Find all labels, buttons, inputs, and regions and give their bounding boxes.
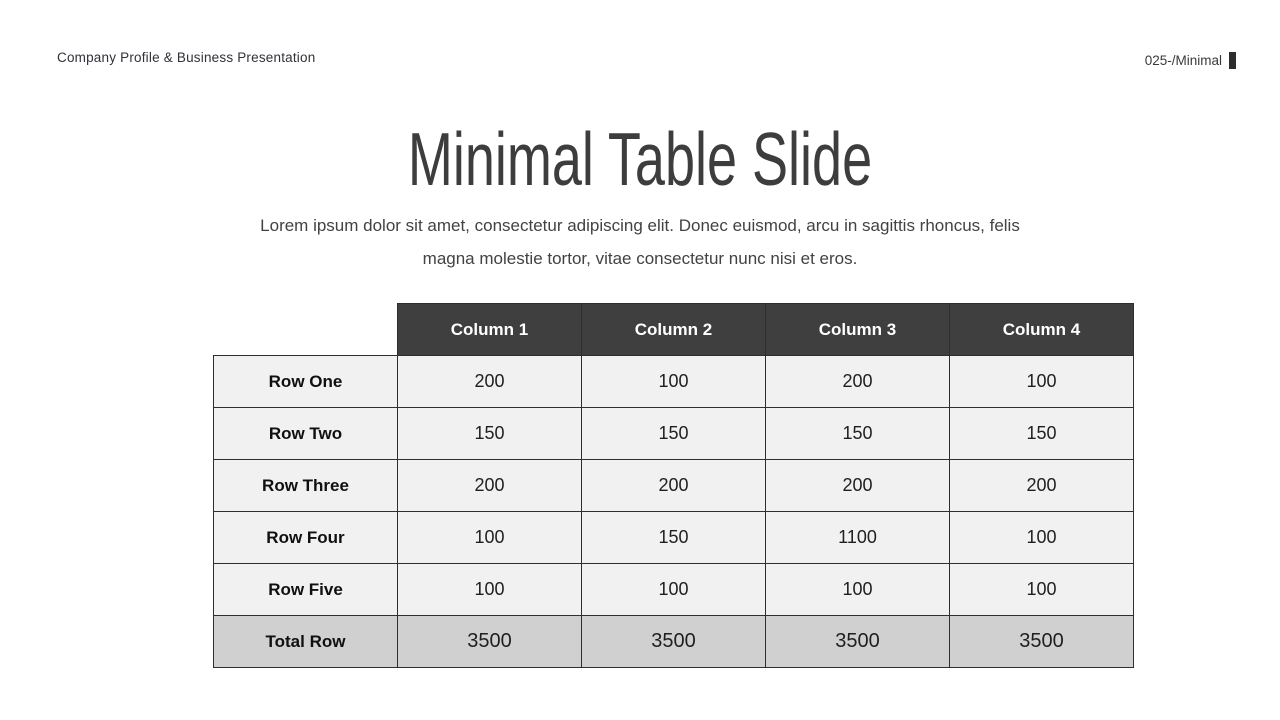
table-cell: 200 bbox=[398, 356, 582, 408]
total-cell: 3500 bbox=[582, 616, 766, 668]
table-cell: 200 bbox=[950, 460, 1134, 512]
slide-subtitle bbox=[0, 209, 1280, 275]
subtitle-line-1: Lorem ipsum dolor sit amet, consectetur adipiscing elit. Donec euismod, arcu in sagittis rhoncus, felis bbox=[260, 216, 1020, 235]
table-cell: 150 bbox=[582, 512, 766, 564]
table-row bbox=[214, 408, 1134, 460]
table-cell: 200 bbox=[398, 460, 582, 512]
table-cell: 100 bbox=[766, 564, 950, 616]
table-row bbox=[214, 460, 1134, 512]
data-table bbox=[213, 303, 1134, 668]
table-cell: 200 bbox=[766, 356, 950, 408]
table-cell: 100 bbox=[398, 564, 582, 616]
table-cell: 100 bbox=[950, 512, 1134, 564]
slide-number-label: 025-/Minimal bbox=[1144, 53, 1222, 68]
row-label: Row Four bbox=[214, 512, 398, 564]
row-label: Row Three bbox=[214, 460, 398, 512]
row-label: Row Two bbox=[214, 408, 398, 460]
table-row bbox=[214, 356, 1134, 408]
table-cell: 150 bbox=[766, 408, 950, 460]
table-cell: 100 bbox=[582, 564, 766, 616]
table-header-row bbox=[214, 304, 1134, 356]
table-cell: 100 bbox=[950, 356, 1134, 408]
row-label: Row One bbox=[214, 356, 398, 408]
table-cell: 1100 bbox=[766, 512, 950, 564]
table-cell: 150 bbox=[398, 408, 582, 460]
total-cell: 3500 bbox=[766, 616, 950, 668]
total-cell: 3500 bbox=[398, 616, 582, 668]
column-header-3: Column 3 bbox=[766, 304, 950, 356]
table-corner-cell bbox=[214, 304, 398, 356]
table-cell: 150 bbox=[950, 408, 1134, 460]
accent-bar-icon bbox=[1229, 52, 1236, 69]
column-header-4: Column 4 bbox=[950, 304, 1134, 356]
page-title: Minimal Table Slide bbox=[407, 117, 873, 201]
table-cell: 200 bbox=[766, 460, 950, 512]
table-cell: 100 bbox=[398, 512, 582, 564]
column-header-1: Column 1 bbox=[398, 304, 582, 356]
table-cell: 200 bbox=[582, 460, 766, 512]
column-header-2: Column 2 bbox=[582, 304, 766, 356]
table-total-row bbox=[214, 616, 1134, 668]
subtitle-line-2: magna molestie tortor, vitae consectetur nunc nisi et eros. bbox=[422, 249, 858, 268]
slide-header-left-label: Company Profile & Business Presentation bbox=[57, 50, 316, 65]
table-cell: 100 bbox=[950, 564, 1134, 616]
slide-header-right bbox=[1145, 52, 1236, 69]
total-cell: 3500 bbox=[950, 616, 1134, 668]
table-row bbox=[214, 564, 1134, 616]
table-cell: 150 bbox=[582, 408, 766, 460]
table-cell: 100 bbox=[582, 356, 766, 408]
row-label: Row Five bbox=[214, 564, 398, 616]
table-row bbox=[214, 512, 1134, 564]
total-row-label: Total Row bbox=[214, 616, 398, 668]
